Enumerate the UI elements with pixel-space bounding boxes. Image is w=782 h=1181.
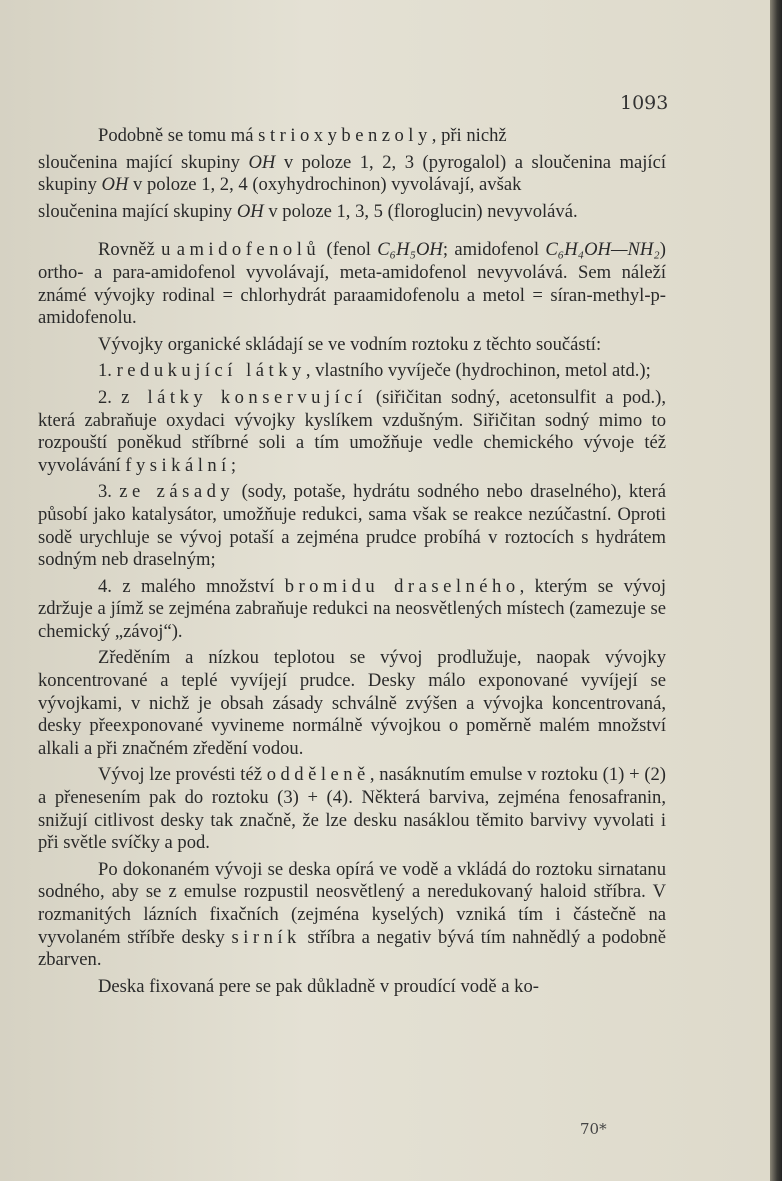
- paragraph-gap: [38, 227, 666, 239]
- paragraph: [38, 647, 666, 760]
- italic-formula: OH: [248, 151, 276, 173]
- spaced-emphasis: redukující látky: [116, 360, 306, 382]
- spaced-emphasis: odděleně: [266, 764, 370, 786]
- text-run: stříbra a negativ bývá tím nahnědlý a podobně zbarven.: [38, 926, 666, 971]
- body-text: [38, 125, 666, 1002]
- spaced-emphasis: trioxybenzoly: [269, 125, 432, 146]
- text-run: v poloze 1, 2, 3 (pyrogalol) a sloučenina mající skupiny: [38, 151, 666, 196]
- text-run: sloučenina mající skupiny: [38, 200, 237, 222]
- text-run: ;: [230, 454, 237, 476]
- text-run: ; amidofenol: [442, 239, 546, 261]
- paragraph: [38, 387, 666, 477]
- spaced-emphasis: sirník: [231, 926, 301, 948]
- paragraph: [38, 481, 666, 571]
- text-run: (sody, potaše, hydrátu sodného nebo draselného), která působí jako katalysátor, umožňuje redukci, sama však se reakce nezúčastní. Oproti sodě urychluje se vývoj potaší a zejména prudce probíhá v roztocích s hydrátem sodným neb draselným;: [38, 481, 666, 571]
- spaced-emphasis: z látky konservující: [121, 386, 367, 408]
- paragraph: [38, 859, 666, 972]
- spaced-emphasis: ze zásady: [119, 481, 235, 503]
- text-run: 4. z malého množství: [98, 575, 285, 597]
- spaced-emphasis: fysikální: [125, 454, 231, 476]
- text-run: Rovněž u: [98, 239, 177, 261]
- paragraph: [38, 152, 666, 197]
- paragraph: [38, 239, 666, 329]
- italic-formula: OH: [236, 200, 264, 222]
- signature-mark: 70*: [580, 1120, 607, 1138]
- text-run: (fenol: [320, 239, 378, 261]
- text-run: , nasáknutím emulse v roztoku (1) + (2) a přenesením pak do roztoku (3) + (4). Některá barviva, zejména fenosafranin, snižují citlivost desky tak značně, že lze desku nasáklou těmito barvivy vyvolati i při světle svíčky a pod.: [38, 764, 666, 854]
- text-run: Podobně se tomu má s: [98, 125, 270, 146]
- text-run: 1.: [98, 360, 117, 382]
- paragraph: [38, 576, 666, 644]
- text-run: (siřičitan sodný, acetonsulfit a pod.), která zabraňuje oxydaci vývojky kyslíkem vzdušným. Siřičitan sodný mimo to rozpouští poněkud stříbrné soli a tím umožňuje vedle chemického vývoje též vyvolávání: [38, 386, 666, 476]
- paragraph: [38, 764, 666, 854]
- text-run: 3.: [98, 481, 120, 503]
- italic-formula: OH: [101, 174, 129, 196]
- text-run: v poloze 1, 3, 5 (floroglucin) nevyvolává.: [263, 200, 578, 222]
- text-run: Po dokonaném vývoji se deska opírá ve vodě a vkládá do roztoku sirnatanu sodného, aby se z emulse rozpustil neosvětlený a neredukovaný haloid stříbra. V rozmanitých lázních fixačních (zejména kyselých) vzniká tím i částečně na vyvolaném stříbře desky: [38, 858, 666, 948]
- text-run: , vlastního vyvíječe (hydrochinon, metol atd.);: [305, 360, 651, 382]
- text-run: Zředěním a nízkou teplotou se vývoj prodlužuje, naopak vývojky koncentrované a teplé vyvíjejí prudce. Desky málo exponované vyvíjejí se vývojkami, v nichž je obsah zásady schválně zvýšen a vývojka koncentrovaná, desky přeexponované vyvineme normálně vývojkou o poměrně malém množství alkali a při značném zředění vodou.: [38, 647, 666, 759]
- text-run: , při nichž: [431, 125, 507, 146]
- paragraph: [38, 360, 666, 383]
- italic-formula: C₆H₄OH—NH₂: [545, 239, 660, 261]
- paragraph: [38, 334, 666, 357]
- paragraph: [38, 976, 666, 999]
- italic-formula: C₆H₅OH: [377, 239, 443, 261]
- text-run: Vývojky organické skládají se ve vodním roztoku z těchto součástí:: [98, 333, 602, 355]
- paragraph: [38, 125, 666, 148]
- page-number: 1093: [620, 92, 669, 114]
- spaced-emphasis: bromidu draselného: [284, 575, 520, 597]
- spaced-emphasis: amidofenolů: [176, 239, 321, 261]
- text-run: , kterým se vývoj zdržuje a jímž se zejména zabraňuje redukci na neosvětlených místech (zamezuje se chemický „závoj“).: [38, 575, 666, 642]
- text-run: Deska fixovaná pere se pak důkladně v proudící vodě a ko-: [98, 975, 539, 997]
- paragraph: [38, 201, 666, 224]
- text-run: v poloze 1, 2, 4 (oxyhydrochinon) vyvolávají, avšak: [128, 174, 522, 196]
- text-run: sloučenina mající skupiny: [38, 151, 249, 173]
- text-run: ) ortho- a para-amidofenol vyvolávají, meta-amidofenol nevyvolává. Sem náleží známé vývojky rodinal = chlorhydrát paraamidofenolu a metol = síran-methyl-p-amidofenolu.: [38, 239, 666, 329]
- page-edge: [770, 0, 782, 1181]
- text-run: Vývoj lze provésti též: [98, 764, 267, 786]
- text-run: 2.: [98, 386, 122, 408]
